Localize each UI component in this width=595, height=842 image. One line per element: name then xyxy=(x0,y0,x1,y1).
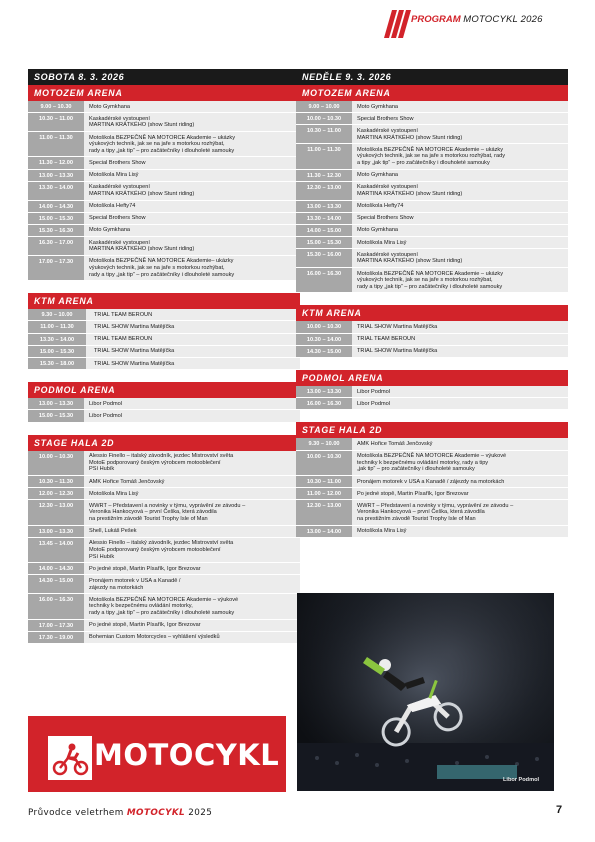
schedule-time: 13.30 – 14.00 xyxy=(28,334,86,345)
schedule-text: WWRT – Představení a novinky v týmu, vyprávění ze závodu – Veronika Hankocyová – první Češka, která závodila na prestižním závodě Tourist Trophy Isle of Man xyxy=(89,502,246,523)
schedule-time: 14.00 – 14.30 xyxy=(28,563,84,574)
schedule-text: Special Brothers Show xyxy=(89,159,146,166)
schedule-row xyxy=(296,451,568,476)
arena-title: MOTOZEM ARENA xyxy=(296,85,568,101)
schedule-text: Libor Podmol xyxy=(357,388,390,395)
schedule-row xyxy=(28,632,300,644)
schedule-time: 16.00 – 16.30 xyxy=(28,594,84,618)
schedule-row xyxy=(28,182,300,201)
schedule-time: 15.00 – 15.30 xyxy=(28,213,84,224)
schedule-time: 11.00 – 11.30 xyxy=(296,144,352,168)
saturday-column xyxy=(28,69,300,644)
schedule-row xyxy=(296,225,568,237)
schedule-time: 11.30 – 12.30 xyxy=(296,170,352,181)
schedule-row xyxy=(28,113,300,132)
schedule-row xyxy=(28,157,300,169)
schedule-time: 14.00 – 15.00 xyxy=(296,225,352,236)
schedule-time: 9.30 – 10.00 xyxy=(28,309,86,320)
schedule-time: 10.00 – 10.30 xyxy=(296,451,352,475)
schedule-time: 13.30 – 14.00 xyxy=(296,213,352,224)
motorcycle-rider-icon xyxy=(48,736,92,780)
schedule-time: 13.00 – 13.30 xyxy=(28,526,84,537)
schedule-time: 14.00 – 14.30 xyxy=(28,201,84,212)
arena-title: PODMOL ARENA xyxy=(296,370,568,386)
schedule-time: 17.00 – 17.30 xyxy=(28,256,84,280)
schedule-row xyxy=(28,476,300,488)
schedule-row xyxy=(296,346,568,358)
schedule-time: 15.00 – 15.30 xyxy=(28,346,86,357)
schedule-text: TRIAL TEAM BEROUN xyxy=(94,311,153,318)
page-header-title xyxy=(411,14,543,25)
footer-suffix: 2025 xyxy=(185,808,213,818)
schedule-text: Special Brothers Show xyxy=(89,215,146,222)
motocykl-logo-block xyxy=(28,716,286,792)
schedule-text: TRIAL SHOW Martina Matějíčka xyxy=(357,324,438,330)
schedule-row xyxy=(28,594,300,619)
schedule-time: 15.00 – 15.30 xyxy=(296,237,352,248)
schedule-time: 11.00 – 11.30 xyxy=(28,132,84,156)
schedule-time: 13.00 – 13.30 xyxy=(28,170,84,181)
photo-credit: Libor Podmol xyxy=(503,777,540,783)
footer-guide-title xyxy=(28,808,212,818)
schedule-row xyxy=(296,249,568,268)
schedule-text: Moto Gymkhana xyxy=(357,103,399,110)
schedule-row xyxy=(28,334,300,346)
schedule-text: Kaskadérské vystoupení MARTINA KRÁTKÉHO (show Stunt riding) xyxy=(89,184,195,197)
schedule-time: 10.30 – 11.00 xyxy=(296,125,352,143)
schedule-row xyxy=(296,101,568,113)
schedule-time: 13.30 – 14.00 xyxy=(28,182,84,200)
schedule-time: 14.30 – 15.00 xyxy=(28,575,84,593)
schedule-row xyxy=(28,237,300,256)
schedule-text: Libor Podmol xyxy=(89,412,122,419)
schedule-text: TRIAL SHOW Martina Matějíčka xyxy=(357,348,438,355)
schedule-row xyxy=(28,620,300,632)
schedule-row xyxy=(296,213,568,225)
schedule-time: 12.30 – 13.00 xyxy=(296,500,352,524)
day-title: SOBOTA 8. 3. 2026 xyxy=(28,69,300,85)
schedule-text: Special Brothers Show xyxy=(357,215,414,222)
schedule-row xyxy=(28,410,300,422)
schedule-row xyxy=(296,201,568,213)
schedule-time: 10.30 – 11.30 xyxy=(28,476,84,487)
schedule-row xyxy=(28,358,300,370)
schedule-text: Kaskadérské vystoupení MARTINA KRÁTKÉHO (show Stunt riding) xyxy=(89,239,195,253)
schedule-row xyxy=(296,170,568,182)
schedule-text: Motoškola BEZPEČNĚ NA MOTORCE Akademie – výukové techniky k bezpečnému ovládání motorky, rady a tipy „jak tip“ – pro začátečníky i dlouholeté samouky xyxy=(357,453,507,473)
arena-title: PODMOL ARENA xyxy=(28,382,300,398)
schedule-text: Po jedné stopě, Martin Písařík, Igor Brezovar xyxy=(89,622,201,629)
arena-title: KTM ARENA xyxy=(28,293,300,309)
schedule-time: 15.00 – 15.30 xyxy=(28,410,84,421)
schedule-text: TRIAL TEAM BEROUN xyxy=(94,336,153,343)
schedule-text: Motoškola BEZPEČNĚ NA MOTORCE Akademie– ukázky výukových technik, jak se na jaře s motorkou rozhýbat, rady a tipy „jak tip“ – pro začátečníky i dlouholeté samouky xyxy=(89,258,235,278)
schedule-text: Moto Gymkhana xyxy=(89,227,131,234)
schedule-list xyxy=(28,309,300,370)
schedule-time: 13.00 – 13.30 xyxy=(28,398,84,409)
logo-text: MOTOCYKL xyxy=(94,738,280,772)
arena-title: STAGE HALA 2D xyxy=(28,435,300,451)
schedule-row xyxy=(296,321,568,333)
schedule-row xyxy=(28,201,300,213)
schedule-text: Libor Podmol xyxy=(357,400,390,407)
schedule-text: Pronájem motorek v USA a Kanadě / zájezdy na motorkách xyxy=(357,478,505,485)
schedule-time: 9.00 – 10.00 xyxy=(296,101,352,112)
schedule-row xyxy=(296,488,568,500)
schedule-time: 9.30 – 10.00 xyxy=(296,438,352,449)
schedule-text: Motoškola Hefty74 xyxy=(357,203,404,210)
schedule-time: 11.00 – 11.30 xyxy=(28,321,86,332)
schedule-row xyxy=(28,101,300,113)
schedule-text: Motoškola Mira Lisý xyxy=(89,172,139,179)
schedule-list xyxy=(296,438,568,538)
schedule-time: 11.30 – 12.00 xyxy=(28,157,84,168)
sunday-column xyxy=(296,69,568,538)
schedule-row xyxy=(296,398,568,410)
schedule-list xyxy=(28,451,300,644)
schedule-row xyxy=(296,182,568,201)
footer-prefix: Průvodce veletrhem xyxy=(28,808,127,818)
schedule-text: Motoškola BEZPEČNĚ NA MOTORCE Akademie – ukázky výukových technik, jak se na jaře s motorkou rozhýbat, rady a tipy „jak tip“ – pro začátečníky i dlouholeté samouky xyxy=(357,146,505,166)
schedule-row xyxy=(28,526,300,538)
schedule-time: 10.00 – 10.30 xyxy=(296,113,352,124)
schedule-time: 13.00 – 13.30 xyxy=(296,201,352,212)
schedule-time: 11.00 – 12.00 xyxy=(296,488,352,499)
schedule-text: Kaskadérské vystoupení MARTINA KRÁTKÉHO (show Stunt riding) xyxy=(357,184,463,197)
schedule-text: TRIAL SHOW Martina Matějíčka xyxy=(94,324,175,330)
schedule-time: 15.30 – 16.00 xyxy=(296,249,352,267)
schedule-row xyxy=(28,575,300,594)
schedule-row xyxy=(296,386,568,398)
freestyle-motocross-photo xyxy=(297,593,554,791)
schedule-row xyxy=(28,346,300,358)
schedule-text: Motoškola Mira Lisý xyxy=(357,239,407,246)
schedule-text: Moto Gymkhana xyxy=(89,103,131,110)
schedule-text: Moto Gymkhana xyxy=(357,227,399,234)
schedule-time: 10.30 – 14.00 xyxy=(296,334,352,345)
schedule-text: Motoškola Mira Lisý xyxy=(357,528,407,535)
schedule-text: WWRT – Představení a novinky v týmu, vyprávění ze závodu – Veronika Hankocyová – první Češka, která závodila na prestižním závodě Tourist Trophy Isle of Man xyxy=(357,502,514,523)
schedule-text: Kaskadérské vystoupení MARTINA KRÁTKÉHO (show Stunt riding) xyxy=(89,115,195,129)
schedule-text: Kaskadérské vystoupení MARTINA KRÁTKÉHO (show Stunt riding) xyxy=(357,127,463,141)
schedule-row xyxy=(28,256,300,281)
schedule-text: AMK Hořice Tomáš Jenčovský xyxy=(357,440,433,447)
schedule-row xyxy=(28,321,300,333)
schedule-time: 12.30 – 13.00 xyxy=(296,182,352,200)
schedule-row xyxy=(28,309,300,321)
arena-title: STAGE HALA 2D xyxy=(296,422,568,438)
schedule-text: Motoškola Hefty74 xyxy=(89,203,136,210)
page-number: 7 xyxy=(556,804,563,816)
schedule-text: Shell, Lukáš Pešek xyxy=(89,528,137,535)
schedule-list xyxy=(296,101,568,293)
schedule-text: AMK Hořice Tomáš Jenčovský xyxy=(89,478,165,485)
schedule-text: Alessio Finello – italský závodník, jezdec Mistrovství světa MotoE podporovaný českým výrobcem motooblečení PSí Hubík xyxy=(89,540,234,560)
schedule-list xyxy=(28,101,300,281)
schedule-row xyxy=(296,500,568,525)
schedule-time: 10.30 – 11.00 xyxy=(28,113,84,131)
schedule-text: TRIAL SHOW Martina Matějíčka xyxy=(94,360,175,367)
schedule-text: Moto Gymkhana xyxy=(357,172,399,179)
arena-title: KTM ARENA xyxy=(296,305,568,321)
schedule-time: 17.00 – 17.30 xyxy=(28,620,84,631)
schedule-time: 13.00 – 13.30 xyxy=(296,386,352,397)
schedule-text: Libor Podmol xyxy=(89,400,122,407)
schedule-list xyxy=(28,398,300,422)
footer-accent: MOTOCYKL xyxy=(126,808,186,818)
photo-illustration xyxy=(297,593,554,791)
schedule-row xyxy=(28,451,300,476)
header-title-rest: MOTOCYKL 2026 xyxy=(463,14,543,25)
header-title-accent: PROGRAM xyxy=(411,14,461,25)
schedule-time: 16.00 – 16.30 xyxy=(296,398,352,409)
schedule-row xyxy=(28,398,300,410)
schedule-row xyxy=(28,500,300,525)
schedule-text: Alessio Finello – italský závodník, jezdec Mistrovství světa MotoE podporovaný českým výrobcem motooblečení PSí Hubík xyxy=(89,453,234,473)
schedule-time: 10.00 – 10.30 xyxy=(28,451,84,475)
schedule-row xyxy=(296,237,568,249)
schedule-text: Motoškola BEZPEČNĚ NA MOTORCE Akademie – ukázky výukových technik, jak se na jaře s motorkou rozhýbat, rady a tipy „jak tip“ – pro začátečníky i dlouholeté samouky xyxy=(89,134,236,154)
schedule-row xyxy=(28,538,300,563)
schedule-text: Po jedné stopě, Martin Písařík, Igor Brezovar xyxy=(357,490,469,497)
schedule-time: 15.30 – 18.00 xyxy=(28,358,86,369)
schedule-text: Motoškola BEZPEČNĚ NA MOTORCE Akademie – ukázky výukových technik, jak se na jaře s motorkou rozhýbat, rady a tipy „jak tip“ – pro začátečníky i dlouholeté samouky xyxy=(357,270,504,290)
schedule-row xyxy=(28,132,300,157)
schedule-text: Kaskadérské vystoupení MARTINA KRÁTKÉHO (show Stunt riding) xyxy=(357,251,463,265)
schedule-text: Po jedné stopě, Martin Písařík, Igor Brezovar xyxy=(89,565,201,572)
schedule-time: 12.30 – 13.00 xyxy=(28,500,84,524)
schedule-text: Pronájem motorek v USA a Kanadě / zájezdy na motorkách xyxy=(89,578,181,591)
schedule-text: Motoškola BEZPEČNĚ NA MOTORCE Akademie – výukové techniky k bezpečnému ovládání motorky, rady a tipy „jak tip“ – pro začátečníky i dlouholeté samouky xyxy=(89,596,239,616)
schedule-row xyxy=(28,488,300,500)
schedule-time: 17.30 – 19.00 xyxy=(28,632,84,643)
schedule-row xyxy=(296,144,568,169)
schedule-time: 16.00 – 16.30 xyxy=(296,268,352,292)
schedule-time: 10.00 – 10.30 xyxy=(296,321,352,332)
schedule-row xyxy=(28,563,300,575)
schedule-text: Motoškola Mira Lisý xyxy=(89,490,139,497)
schedule-row xyxy=(28,225,300,237)
schedule-row xyxy=(296,125,568,144)
schedule-text: TRIAL TEAM BEROUN xyxy=(357,336,416,343)
schedule-time: 15.30 – 16.30 xyxy=(28,225,84,236)
schedule-row xyxy=(296,476,568,488)
schedule-row xyxy=(28,213,300,225)
schedule-row xyxy=(296,526,568,538)
schedule-row xyxy=(28,170,300,182)
schedule-time: 13.45 – 14.00 xyxy=(28,538,84,562)
schedule-text: TRIAL SHOW Martina Matějíčka xyxy=(94,348,175,355)
schedule-row xyxy=(296,334,568,346)
schedule-text: Special Brothers Show xyxy=(357,115,414,122)
schedule-row xyxy=(296,438,568,450)
schedule-time: 10.30 – 11.00 xyxy=(296,476,352,487)
schedule-time: 9.00 – 10.30 xyxy=(28,101,84,112)
schedule-row xyxy=(296,113,568,125)
schedule-time: 16.30 – 17.00 xyxy=(28,237,84,255)
day-title: NEDĚLE 9. 3. 2026 xyxy=(296,69,568,85)
schedule-row xyxy=(296,268,568,293)
schedule-text: Bohemian Custom Motorcycles – vyhlášení výsledků xyxy=(89,634,220,641)
schedule-time: 13.00 – 14.00 xyxy=(296,526,352,537)
schedule-time: 14.30 – 15.00 xyxy=(296,346,352,357)
schedule-list xyxy=(296,386,568,410)
schedule-list xyxy=(296,321,568,358)
schedule-time: 12.00 – 12.30 xyxy=(28,488,84,499)
arena-title: MOTOZEM ARENA xyxy=(28,85,300,101)
